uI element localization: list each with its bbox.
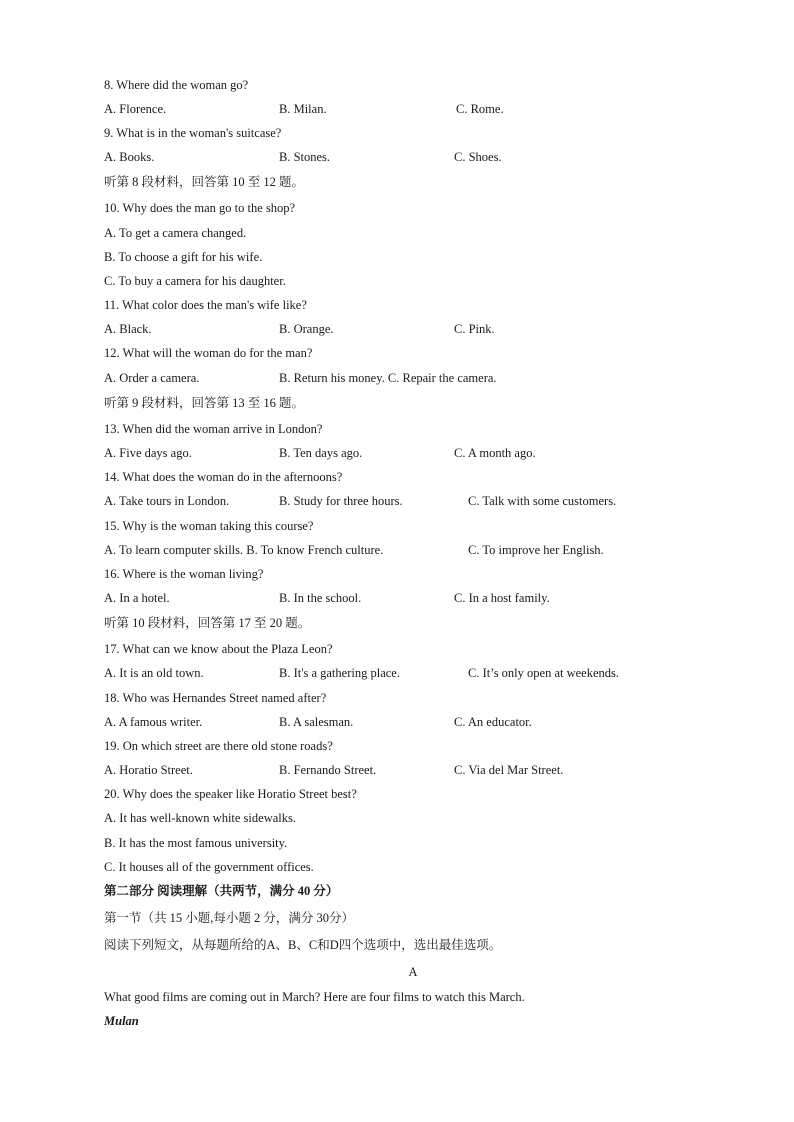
option-a: A. Florence. — [104, 102, 167, 116]
section-8-heading: 听第 8 段材料，回答第 10 至 12 题。 — [104, 175, 305, 189]
option-b: B. Ten days ago. — [279, 446, 363, 460]
option-a: A. Five days ago. — [104, 446, 192, 460]
section-9-heading: 听第 9 段材料，回答第 13 至 16 题。 — [104, 396, 305, 410]
question-20-option-b: B. It has the most famous university. — [104, 836, 288, 850]
question-17-options — [104, 665, 704, 681]
option-c: C. To improve her English. — [468, 543, 604, 557]
option-b: B. Milan. — [279, 102, 327, 116]
option-b-c: B. Return his money. C. Repair the camera. — [279, 371, 497, 385]
option-a: A. Horatio Street. — [104, 763, 193, 777]
question-12-options — [104, 370, 704, 386]
option-c: C. Pink. — [454, 322, 495, 336]
passage-intro: What good films are coming out in March? Here are four films to watch this March. — [104, 990, 525, 1004]
question-15-options — [104, 542, 704, 558]
question-11-options — [104, 321, 704, 337]
option-b: B. Orange. — [279, 322, 334, 336]
option-b: B. Study for three hours. — [279, 494, 403, 508]
option-a-b: A. To learn computer skills. B. To know French culture. — [104, 543, 384, 557]
option-c: C. In a host family. — [454, 591, 550, 605]
question-16: 16. Where is the woman living? — [104, 567, 264, 581]
passage-letter: A — [408, 965, 418, 979]
question-20-option-a: A. It has well-known white sidewalks. — [104, 811, 296, 825]
option-b: B. A salesman. — [279, 715, 354, 729]
question-19-options — [104, 762, 704, 778]
option-b: B. In the school. — [279, 591, 362, 605]
question-16-options — [104, 590, 704, 606]
reading-instruction: 阅读下列短文，从每题所给的A、B、C和D四个选项中，选出最佳选项。 — [104, 938, 502, 952]
option-c: C. It’s only open at weekends. — [468, 666, 620, 680]
option-c: C. Via del Mar Street. — [454, 763, 564, 777]
section-one-heading: 第一节（共 15 小题,每小题 2 分，满分 30分） — [104, 911, 355, 925]
question-13: 13. When did the woman arrive in London? — [104, 422, 323, 436]
question-10: 10. Why does the man go to the shop? — [104, 201, 296, 215]
question-17: 17. What can we know about the Plaza Leon? — [104, 642, 333, 656]
option-a: A. It is an old town. — [104, 666, 204, 680]
option-c: C. An educator. — [454, 715, 532, 729]
option-c: C. Shoes. — [454, 150, 502, 164]
option-a: A. Black. — [104, 322, 152, 336]
question-14-options — [104, 493, 704, 509]
question-18: 18. Who was Hernandes Street named after? — [104, 691, 327, 705]
question-9-options — [104, 149, 704, 165]
section-10-heading: 听第 10 段材料，回答第 17 至 20 题。 — [104, 616, 311, 630]
option-c: C. Rome. — [456, 102, 504, 116]
option-a: A. Order a camera. — [104, 371, 200, 385]
question-13-options — [104, 445, 704, 461]
question-11: 11. What color does the man's wife like? — [104, 298, 307, 312]
question-18-options — [104, 714, 704, 730]
option-c: C. A month ago. — [454, 446, 536, 460]
question-10-option-a: A. To get a camera changed. — [104, 226, 247, 240]
option-b: B. It's a gathering place. — [279, 666, 400, 680]
question-20-option-c: C. It houses all of the government offices. — [104, 860, 314, 874]
film-title: Mulan — [104, 1014, 139, 1028]
part-two-heading: 第二部分 阅读理解（共两节，满分 40 分） — [104, 884, 339, 898]
option-a: A. In a hotel. — [104, 591, 170, 605]
option-a: A. A famous writer. — [104, 715, 203, 729]
question-8-options — [104, 101, 704, 117]
question-19: 19. On which street are there old stone roads? — [104, 739, 333, 753]
option-b: B. Stones. — [279, 150, 331, 164]
question-14: 14. What does the woman do in the afternoons? — [104, 470, 343, 484]
option-c: C. Talk with some customers. — [468, 494, 617, 508]
question-9: 9. What is in the woman's suitcase? — [104, 126, 282, 140]
question-15: 15. Why is the woman taking this course? — [104, 519, 314, 533]
question-8: 8. Where did the woman go? — [104, 78, 249, 92]
option-a: A. Books. — [104, 150, 155, 164]
question-12: 12. What will the woman do for the man? — [104, 346, 313, 360]
question-10-option-b: B. To choose a gift for his wife. — [104, 250, 263, 264]
question-20: 20. Why does the speaker like Horatio Street best? — [104, 787, 357, 801]
question-10-option-c: C. To buy a camera for his daughter. — [104, 274, 286, 288]
option-b: B. Fernando Street. — [279, 763, 377, 777]
option-a: A. Take tours in London. — [104, 494, 230, 508]
